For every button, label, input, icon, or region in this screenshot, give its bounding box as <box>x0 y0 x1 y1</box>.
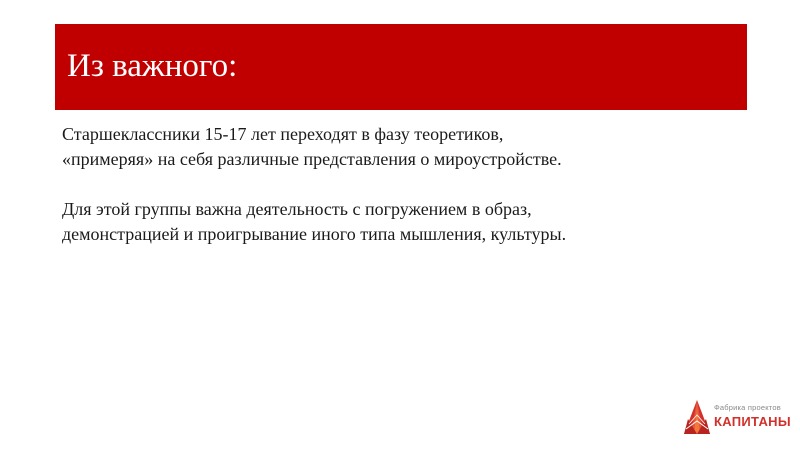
kapitany-logo <box>683 397 793 437</box>
title-banner <box>55 24 747 110</box>
paragraph-line: демонстрацией и проигрывание иного типа мышления, культуры. <box>62 224 567 244</box>
logo-name: КАПИТАНЫ <box>714 414 791 429</box>
slide-title: Из важного: <box>67 48 238 84</box>
paragraph-1 <box>62 122 752 172</box>
paragraph-line: «примеряя» на себя различные представления о мироустройстве. <box>62 149 562 169</box>
paragraph-2 <box>62 197 752 247</box>
paragraph-spacer <box>62 172 752 197</box>
paragraph-line: Старшеклассники 15-17 лет переходят в фазу теоретиков, <box>62 124 504 144</box>
flame-pyramid-icon <box>683 399 711 435</box>
slide-body <box>62 122 752 247</box>
paragraph-line: Для этой группы важна деятельность с погружением в образ, <box>62 199 532 219</box>
logo-tagline: Фабрика проектов <box>714 403 781 412</box>
